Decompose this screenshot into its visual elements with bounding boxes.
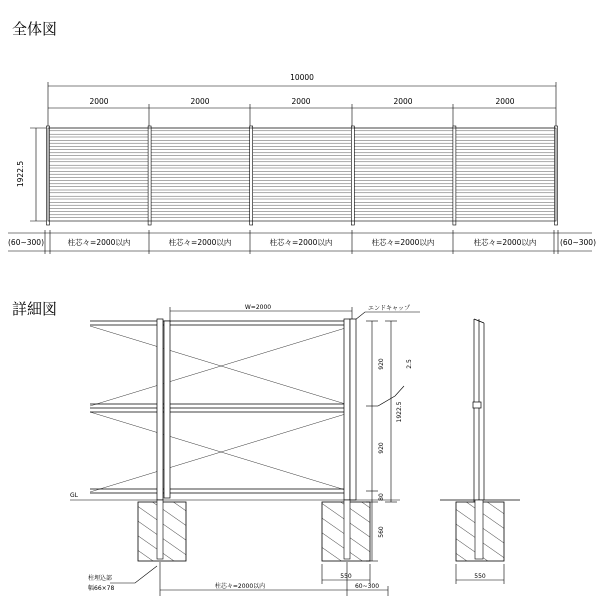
side-foundation [456, 500, 504, 561]
fence-post [148, 126, 151, 225]
detail-width-label: W=2000 [244, 304, 272, 311]
panel-width-label-4: 2000 [393, 97, 413, 106]
foundation-depth-label: 560 [378, 526, 385, 538]
overall-height-label: 1922.5 [396, 401, 403, 423]
ground-level-label: GL [70, 492, 78, 499]
embed-label: 柱埋込部 [88, 575, 113, 582]
detail-post-spacing-label: 柱芯々=2000以内 [214, 583, 266, 590]
post-spacing-label-1: 柱芯々=2000以内 [67, 238, 131, 247]
upper-height-label: 920 [378, 358, 385, 370]
detail-title: 詳細図 [12, 300, 58, 318]
fence-slats [48, 128, 556, 218]
panel-width-label-5: 2000 [495, 97, 515, 106]
fence-posts [47, 126, 558, 225]
post-spacing-label-5: 柱芯々=2000以内 [473, 238, 537, 247]
embed-size-label: 幅66×78 [88, 585, 115, 592]
height-label: 1922.5 [16, 160, 25, 188]
side-offset-right: (60~300) [560, 238, 596, 247]
fence-post [453, 126, 456, 225]
height-dimension [30, 128, 48, 221]
panel-width-dimensions [48, 104, 556, 126]
detail-foundation-right [322, 500, 370, 561]
fence-post [250, 126, 253, 225]
gap-label: 2.5 [406, 359, 413, 369]
foundation-width-label: 550 [340, 573, 352, 580]
overview-title: 全体図 [12, 20, 58, 38]
post-spacing-label-3: 柱芯々=2000以内 [269, 238, 333, 247]
side-view [440, 319, 520, 502]
total-width-label: 10000 [290, 73, 314, 82]
detail-foundation-left [138, 500, 186, 561]
detail-vertical-dimensions [366, 321, 404, 561]
fence-frame [48, 128, 556, 221]
end-cap-leader [355, 312, 420, 320]
panel-width-label-3: 2000 [291, 97, 311, 106]
post-spacing-label-4: 柱芯々=2000以内 [371, 238, 435, 247]
base-height-label: 80 [378, 493, 385, 501]
panel-width-label-1: 2000 [89, 97, 109, 106]
fence-post [351, 126, 354, 225]
side-offset-left: (60~300) [8, 238, 44, 247]
panel-width-label-2: 2000 [190, 97, 210, 106]
detail-fence [90, 319, 356, 500]
lower-height-label: 920 [378, 442, 385, 454]
end-cap-label: エンドキャップ [368, 305, 411, 312]
side-foundation-width-label: 550 [474, 573, 486, 580]
post-spacing-label-2: 柱芯々=2000以内 [168, 238, 232, 247]
detail-side-offset-label: 60~300 [354, 583, 380, 590]
